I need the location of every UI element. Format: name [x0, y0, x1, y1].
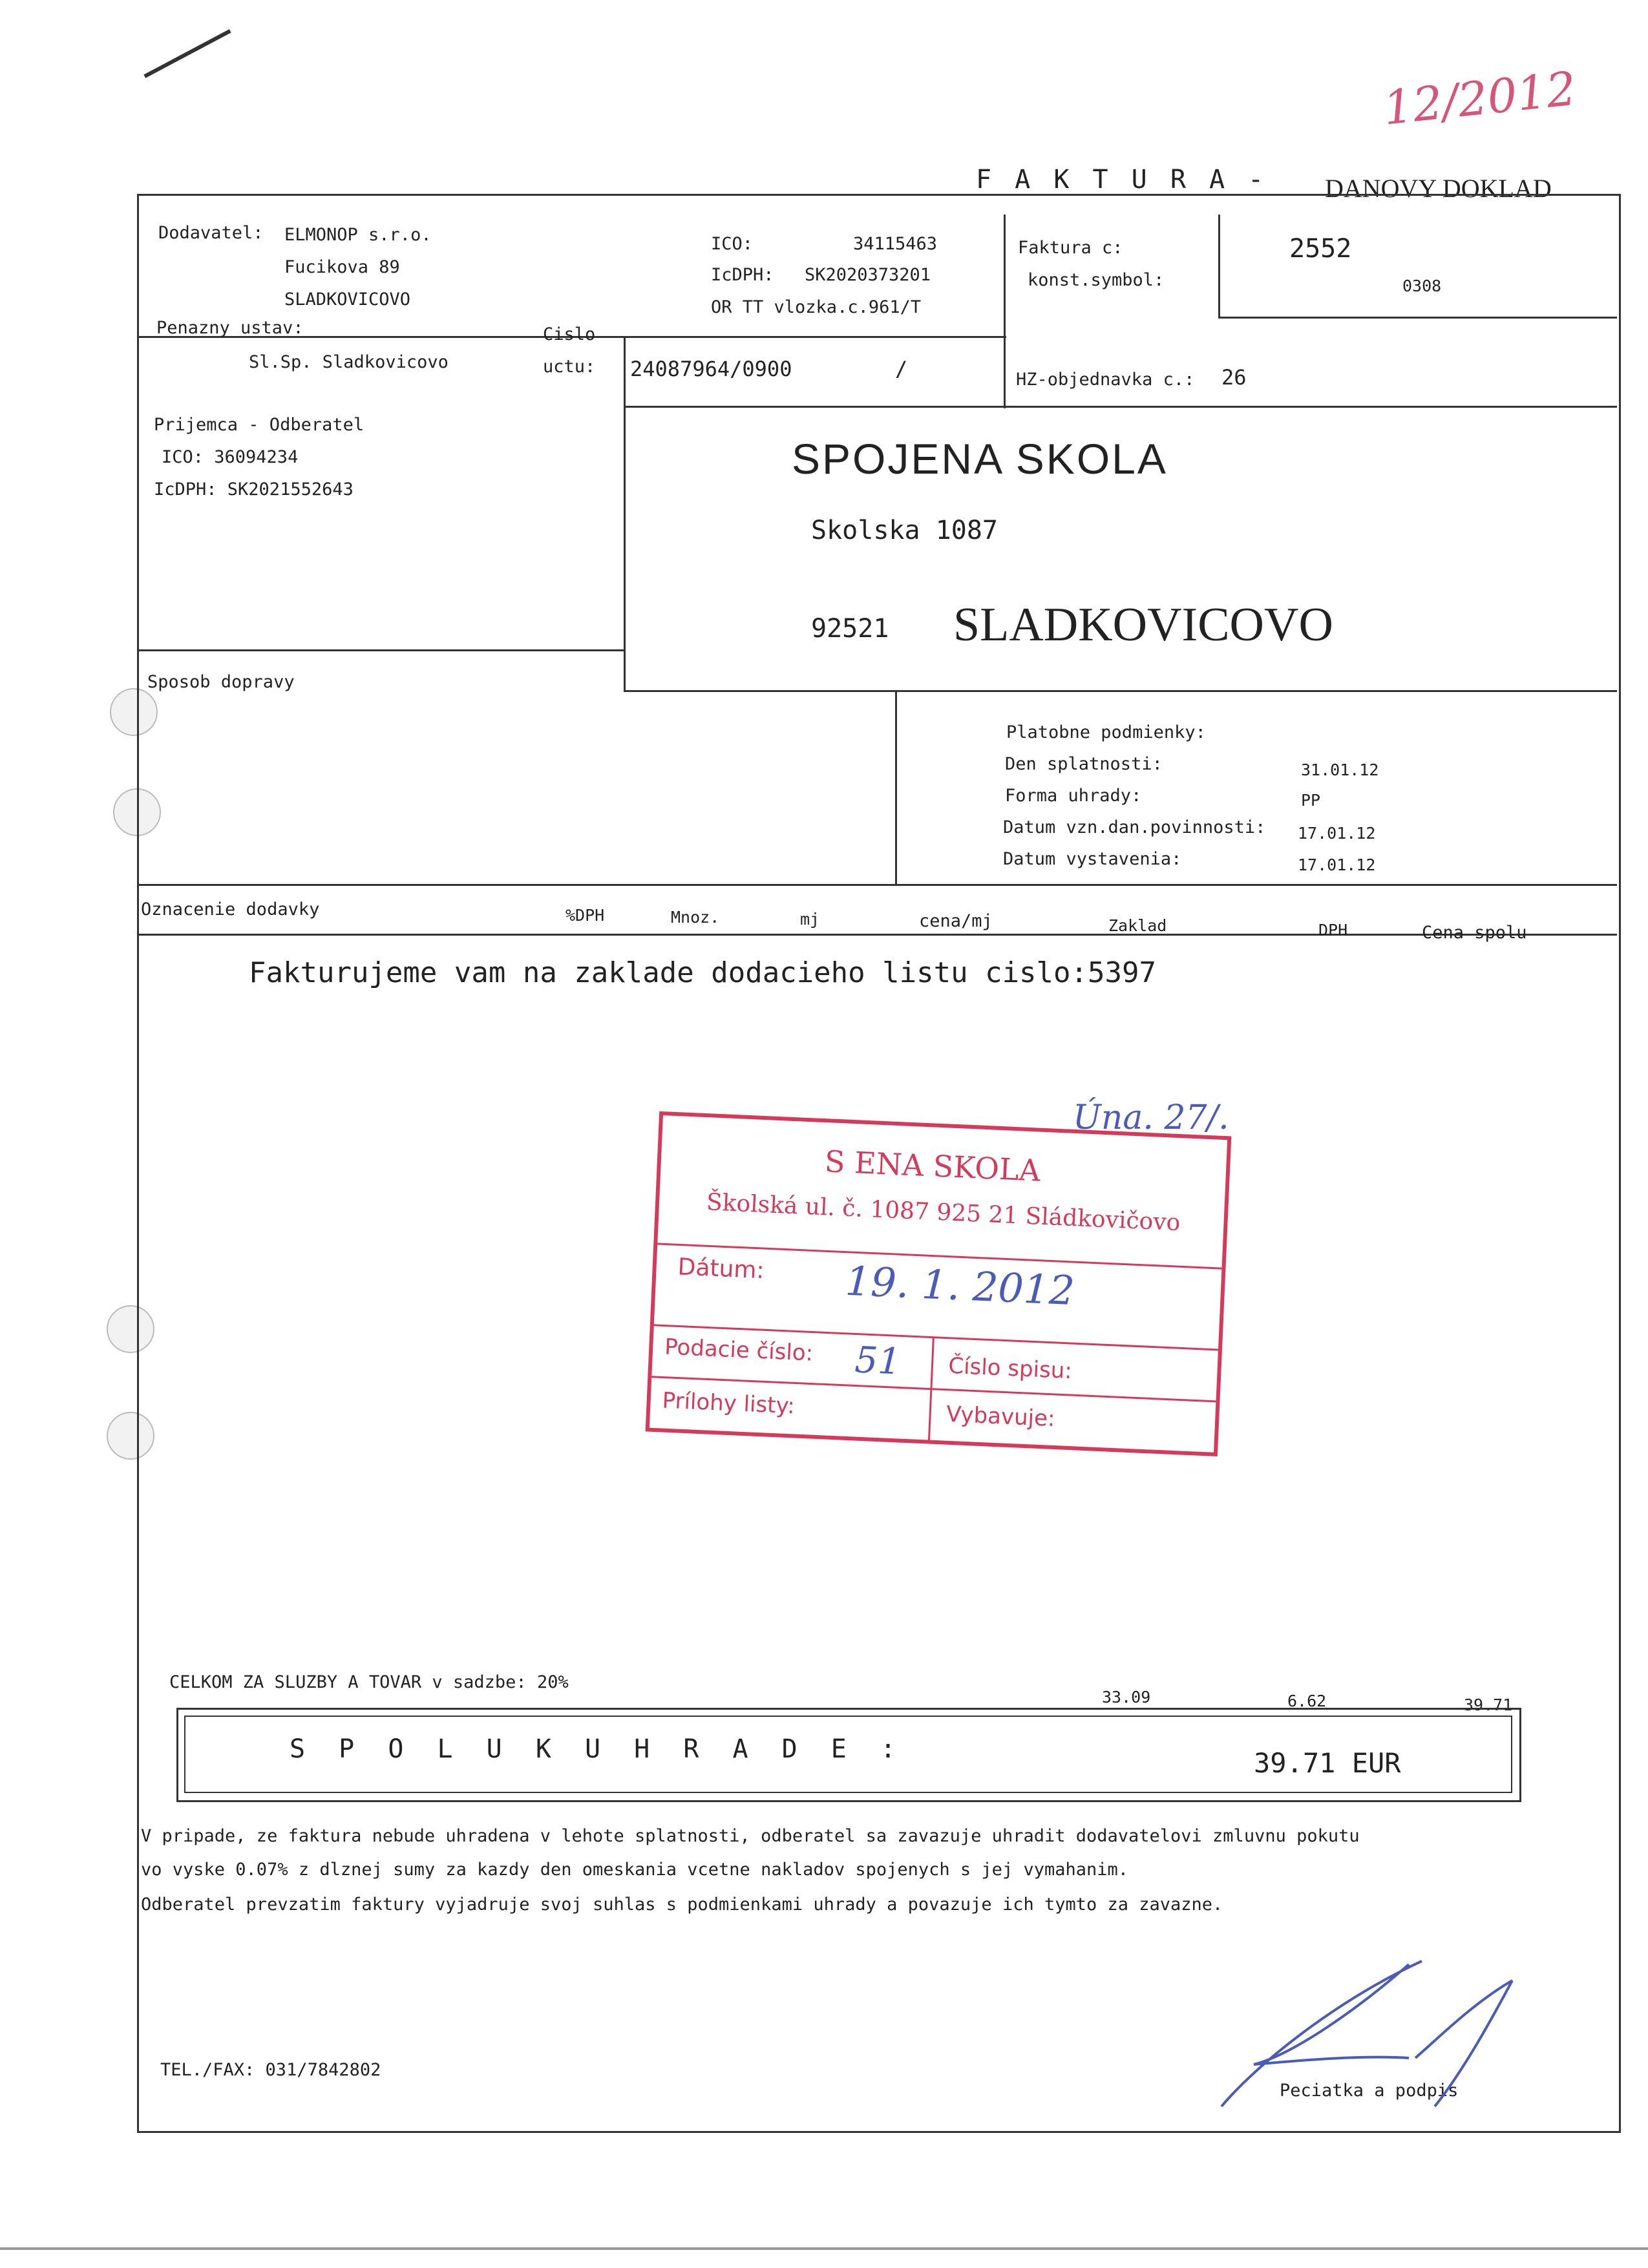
totals-dph: 6.62	[1287, 1692, 1327, 1710]
col-oznacenie: Oznacenie dodavky	[141, 899, 320, 919]
payment-label: Den splatnosti:	[1005, 754, 1163, 774]
invoice-body-text: Fakturujeme vam na zaklade dodacieho listu cislo:5397	[249, 956, 1156, 989]
totals-spolu: 39.71	[1464, 1696, 1513, 1714]
col-mnoz: Mnoz.	[671, 908, 720, 927]
supplier-name: ELMONOP s.r.o.	[284, 225, 432, 245]
divider	[895, 690, 897, 884]
supplier-label: Dodavatel:	[158, 223, 264, 243]
stamp-cislo-spisu-label: Číslo spisu:	[947, 1352, 1073, 1385]
payment-label: Datum vzn.dan.povinnosti:	[1003, 817, 1266, 837]
supplier-register: OR TT vlozka.c.961/T	[711, 297, 922, 317]
divider	[624, 406, 1617, 408]
payment-label: Datum vystavenia:	[1003, 849, 1182, 869]
divider	[137, 649, 625, 651]
konst-symbol-label: konst.symbol:	[1028, 270, 1165, 290]
bank-label: Penazny ustav:	[156, 318, 304, 338]
recipient-name: SPOJENA SKOLA	[792, 435, 1168, 483]
supplier-street: Fucikova 89	[284, 257, 400, 277]
stamp-date-value: 19. 1. 2012	[844, 1257, 1076, 1315]
scan-edge	[0, 2247, 1648, 2250]
supplier-ico-label: ICO:	[711, 234, 754, 254]
recipient-icdph: IcDPH: SK2021552643	[154, 479, 354, 499]
penalty-clause-line: V pripade, ze faktura nebude uhradena v lehote splatnosti, odberatel sa zavazuje uhradit dodavatelovi zmluvnu pokutu	[141, 1826, 1360, 1846]
divider	[137, 884, 1617, 886]
recipient-street: Skolska 1087	[811, 516, 998, 545]
divider	[624, 336, 626, 691]
totals-label: CELKOM ZA SLUZBY A TOVAR v sadzbe: 20%	[169, 1672, 569, 1692]
amount-due-label: S P O L U K U H R A D E :	[290, 1734, 905, 1764]
invoice-number: 2552	[1289, 234, 1352, 264]
divider	[1004, 215, 1006, 408]
col-cena-mj: cena/mj	[919, 911, 993, 931]
stamp-podacie-value: 51	[854, 1339, 902, 1383]
stamp-handwritten-note: Úna. 27/.	[1073, 1098, 1229, 1137]
stamp-date-label: Dátum:	[677, 1254, 765, 1285]
signature-label: Peciatka a podpis	[1280, 2081, 1459, 2101]
account-label-1: Cislo	[543, 324, 596, 344]
handwritten-reference: 12/2012	[1380, 61, 1579, 136]
amount-due-value: 39.71 EUR	[1254, 1747, 1401, 1779]
scan-mark	[143, 29, 231, 78]
recipient-city: SLADKOVICOVO	[953, 598, 1333, 651]
bank-name: Sl.Sp. Sladkovicovo	[249, 352, 449, 372]
tel-fax: TEL./FAX: 031/7842802	[160, 2060, 381, 2080]
divider	[624, 690, 1617, 692]
supplier-ico: 34115463	[853, 234, 938, 254]
payment-value: PP	[1301, 791, 1321, 810]
col-zaklad: Zaklad	[1108, 916, 1167, 935]
registry-stamp	[645, 1111, 1234, 1457]
recipient-label: Prijemca - Odberatel	[154, 415, 364, 435]
stamp-prilohy-label: Prílohy listy:	[661, 1387, 796, 1420]
account-suffix: /	[895, 357, 908, 381]
totals-zaklad: 33.09	[1102, 1688, 1151, 1706]
payment-value: 31.01.12	[1301, 761, 1379, 779]
col-dph-pct: %DPH	[565, 906, 605, 925]
stamp-address: Školská ul. č. 1087 925 21 Sládkovičovo	[706, 1189, 1181, 1237]
payment-label: Forma uhrady:	[1005, 786, 1142, 806]
konst-symbol: 0308	[1402, 277, 1442, 295]
divider	[1218, 215, 1220, 318]
document-title-suffix: DANOVY DOKLAD	[1325, 174, 1552, 203]
order-number: 26	[1221, 365, 1247, 390]
document-title: F A K T U R A -	[976, 165, 1268, 194]
account-label-2: uctu:	[543, 357, 596, 377]
supplier-icdph-label: IcDPH:	[711, 265, 774, 285]
supplier-icdph: SK2020373201	[805, 265, 931, 285]
divider	[137, 934, 1617, 936]
divider	[1218, 317, 1617, 319]
stamp-org-name: S ENA SKOLA	[823, 1144, 1041, 1188]
penalty-clause-line: vo vyske 0.07% z dlznej sumy za kazdy den omeskania vcetne nakladov spojenych s jej vymahanim.	[141, 1860, 1129, 1880]
order-label: HZ-objednavka c.:	[1016, 370, 1195, 390]
recipient-ico: ICO: 36094234	[162, 447, 299, 467]
transport-label: Sposob dopravy	[147, 672, 295, 692]
col-cena-spolu: Cena spolu	[1422, 923, 1527, 943]
stamp-podacie-label: Podacie číslo:	[664, 1334, 814, 1367]
payment-heading: Platobne podmienky:	[1006, 722, 1206, 742]
handwritten-signature	[1215, 1951, 1538, 2119]
stamp-vybavuje-label: Vybavuje:	[945, 1401, 1056, 1433]
recipient-zip: 92521	[811, 614, 889, 644]
invoice-number-label: Faktura c:	[1018, 238, 1123, 258]
payment-value: 17.01.12	[1298, 856, 1376, 874]
supplier-city: SLADKOVICOVO	[284, 289, 411, 310]
col-dph: DPH	[1318, 921, 1348, 940]
account-number: 24087964/0900	[630, 357, 792, 381]
col-mj: mj	[800, 910, 820, 929]
payment-value: 17.01.12	[1298, 824, 1376, 843]
penalty-clause-line: Odberatel prevzatim faktury vyjadruje svoj suhlas s podmienkami uhrady a povazuje ich tymto za zavazne.	[141, 1895, 1223, 1915]
